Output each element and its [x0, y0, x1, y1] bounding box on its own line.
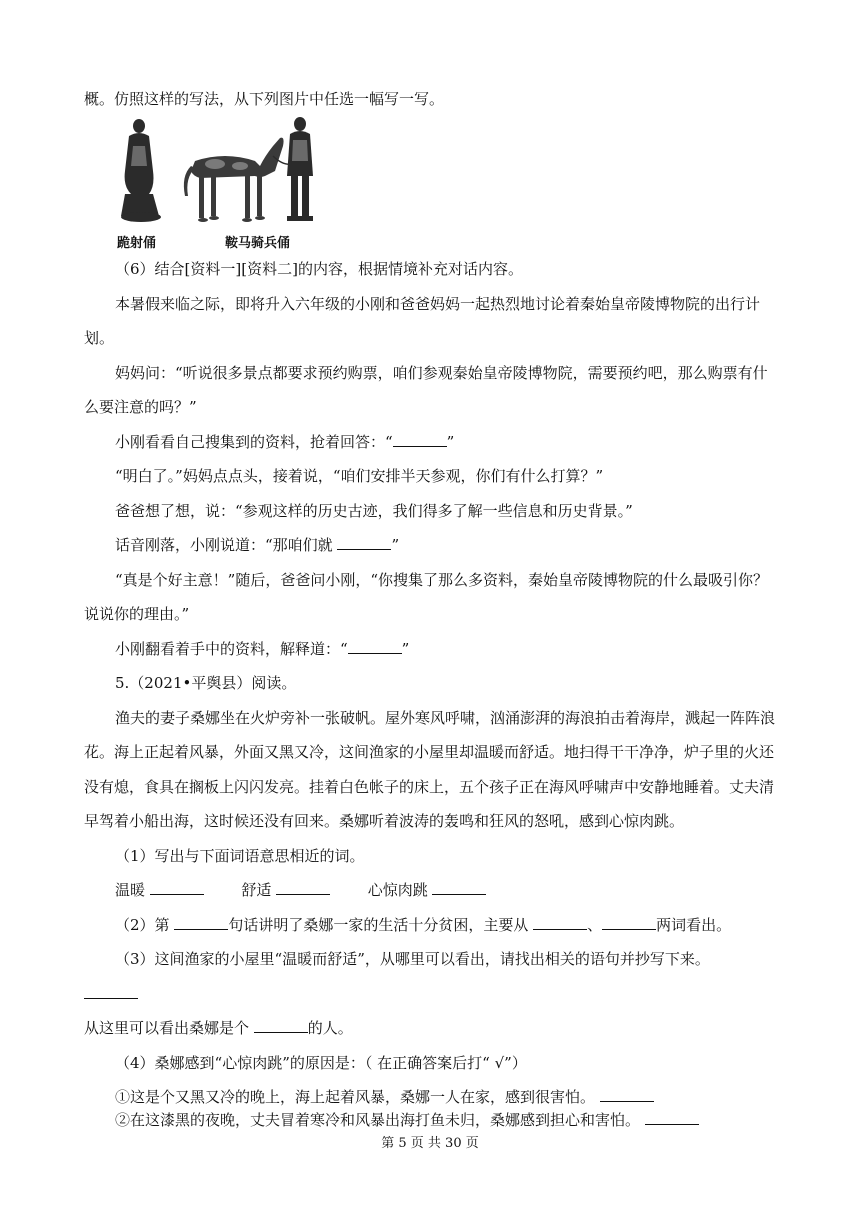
subquestion-3-followup — [84, 1018, 353, 1038]
answer-blank[interactable] — [600, 1087, 654, 1102]
line-text: 两词看出。 — [656, 916, 732, 934]
terracotta-figure — [115, 116, 330, 251]
answer-blank[interactable] — [84, 984, 138, 999]
answer-blank[interactable] — [533, 915, 587, 930]
intro-line: 概。仿照这样的写法，从下列图片中任选一幅写一写。 — [84, 90, 445, 108]
page-footer: 第 5 页 共 30 页 — [381, 1136, 479, 1151]
subquestion-4: （4）桑娜感到“心惊肉跳”的原因是：（ 在正确答案后打“ √”） — [115, 1054, 527, 1072]
line-text: ” — [391, 536, 400, 554]
paragraph-line: 么要注意的吗？” — [84, 398, 197, 416]
paragraph-line: “真是个好主意！”随后，爸爸问小刚，“你搜集了那么多资料，秦始皇帝陵博物院的什么最吸引你？ — [115, 571, 769, 589]
line-text: 从这里可以看出桑娜是个 — [84, 1019, 254, 1037]
word-blanks — [115, 880, 486, 900]
reading-line: 渔夫的妻子桑娜坐在火炉旁补一张破帆。屋外寒风呼啸，汹涌澎湃的海浪拍击着海岸，溅起一阵阵浪 — [115, 709, 776, 727]
line-text: 话音刚落，小刚说道：“那咱们就 — [115, 536, 338, 554]
answer-blank[interactable] — [432, 880, 486, 895]
subquestion-1: （1）写出与下面词语意思相近的词。 — [115, 847, 365, 865]
answer-blank[interactable] — [337, 535, 391, 550]
line-text: ” — [446, 433, 455, 451]
reading-line: 花。海上正起着风暴，外面又黑又冷，这间渔家的小屋里却温暖而舒适。地扫得干干净净，炉子里的火还 — [84, 743, 775, 761]
paragraph-line: 爸爸想了想，说：“参观这样的历史古迹，我们得多了解一些信息和历史背景。” — [115, 502, 633, 520]
line-text: 句话讲明了桑娜一家的生活十分贫困，主要从 — [228, 916, 534, 934]
line-text: （2）第 — [115, 916, 175, 934]
caption-cavalry: 鞍马骑兵俑 — [225, 236, 291, 251]
line-text: 的人。 — [307, 1019, 353, 1037]
reading-line: 没有熄，食具在搁板上闪闪发亮。挂着白色帐子的床上，五个孩子正在海风呼啸声中安静地睡着。丈夫清 — [84, 778, 775, 796]
answer-blank[interactable] — [254, 1018, 308, 1033]
answer-blank[interactable] — [602, 915, 656, 930]
line-text: 小刚看看自己搜集到的资料，抢着回答：“ — [115, 433, 393, 451]
line-text: 小刚翻看着手中的资料，解释道：“ — [115, 640, 348, 658]
answer-blank[interactable] — [174, 915, 228, 930]
subquestion-2 — [115, 915, 731, 935]
option-1 — [115, 1087, 654, 1107]
terracotta-image — [115, 116, 330, 251]
answer-line-standalone — [84, 984, 138, 1004]
option-2 — [115, 1110, 699, 1130]
answer-blank[interactable] — [645, 1110, 699, 1125]
answer-blank[interactable] — [150, 880, 204, 895]
paragraph-line: “明白了。”妈妈点点头，接着说，“咱们安排半天参观，你们有什么打算？” — [115, 467, 604, 485]
word-label: 心惊肉跳 — [367, 881, 433, 899]
line-text: ” — [401, 640, 410, 658]
answer-line-3 — [115, 639, 409, 659]
question-5: 5.（2021•平舆县）阅读。 — [115, 674, 297, 692]
caption-kneeling-archer: 跪射俑 — [117, 236, 157, 251]
answer-line-2 — [115, 535, 399, 555]
answer-blank[interactable] — [348, 639, 402, 654]
question-6: （6）结合[资料一][资料二]的内容，根据情境补充对话内容。 — [115, 260, 523, 278]
line-text: ①这是个又黑又冷的晚上，海上起着风暴，桑娜一人在家，感到很害怕。 — [115, 1088, 600, 1106]
answer-line-1 — [115, 432, 454, 452]
paragraph-line: 妈妈问：“听说很多景点都要求预约购票，咱们参观秦始皇帝陵博物院，需要预约吧，那么购票有什 — [115, 364, 768, 382]
subquestion-3: （3）这间渔家的小屋里“温暖而舒适”，从哪里可以看出，请找出相关的语句并抄写下来。 — [115, 950, 710, 968]
word-label: 舒适 — [241, 881, 277, 899]
answer-blank[interactable] — [393, 432, 447, 447]
line-text: 、 — [587, 916, 603, 934]
line-text: ②在这漆黑的夜晚，丈夫冒着寒冷和风暴出海打鱼未归，桑娜感到担心和害怕。 — [115, 1111, 645, 1129]
answer-blank[interactable] — [276, 880, 330, 895]
paragraph-line: 本暑假来临之际，即将升入六年级的小刚和爸爸妈妈一起热烈地讨论着秦始皇帝陵博物院的出行计 — [115, 295, 761, 313]
word-label: 温暖 — [115, 881, 150, 899]
paragraph-line: 划。 — [84, 329, 115, 347]
paragraph-line: 说说你的理由。” — [84, 605, 190, 623]
reading-line: 早驾着小船出海，这时候还没有回来。桑娜听着波涛的轰鸣和狂风的怒吼，感到心惊肉跳。 — [84, 812, 685, 830]
